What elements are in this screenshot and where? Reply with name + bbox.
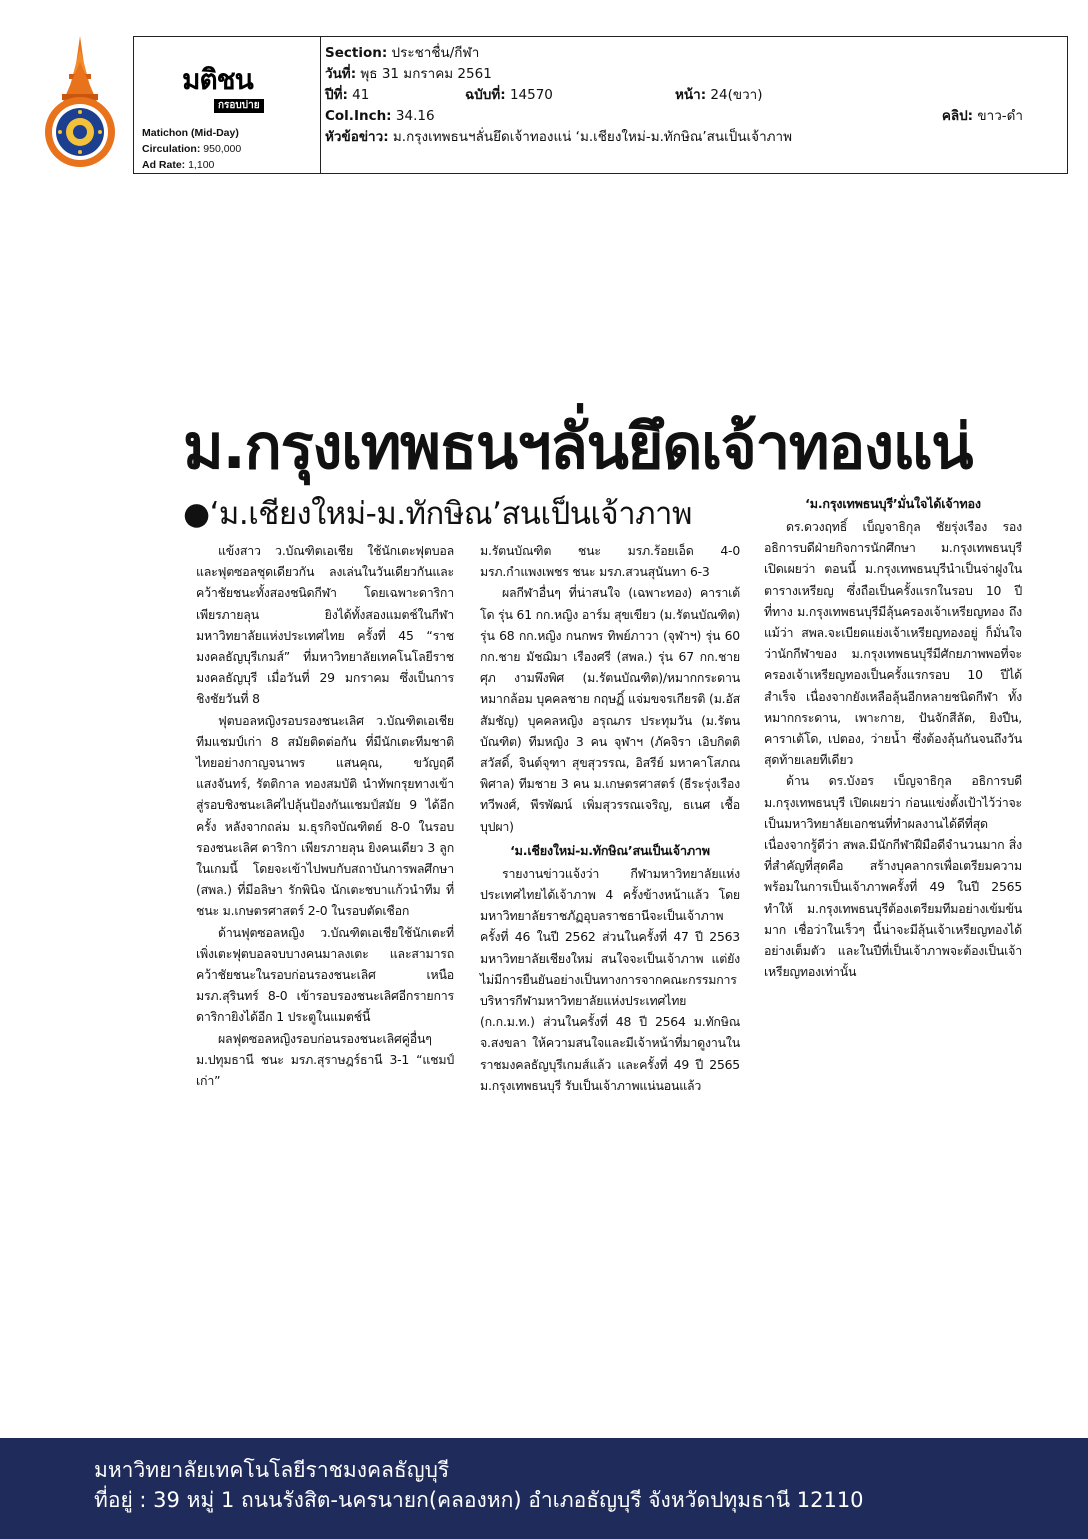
paragraph: ด้านฟุตซอลหญิง ว.บัณฑิตเอเชียใช้นักเตะที่เพิ่งเตะฟุตบอลจบบางคนมาลงเตะ และสามารถคว้าชัยชนะในรอบก่อนรองชนะเลิศ เหนือ มรภ.สุรินทร์ 8-0 เข้ารอบรองชนะเลิศอีกรายการ ดาริกายิงได้อีก 1 ประตูในแมตช์นี้ bbox=[196, 924, 454, 1025]
article-headline: ม.กรุงเทพธนฯลั่นยึดเจ้าทองแน่ bbox=[183, 410, 973, 483]
university-footer bbox=[0, 1438, 1088, 1539]
section-subhead: ‘ม.เชียงใหม่-ม.ทักษิณ’สนเป็นเจ้าภาพ bbox=[510, 842, 710, 858]
clipping-header bbox=[133, 36, 1068, 174]
issue-label: ฉบับที่: bbox=[465, 87, 506, 103]
page-value: 24(ขวา) bbox=[710, 87, 763, 103]
publication-brand bbox=[134, 37, 321, 173]
issue-value: 14570 bbox=[509, 87, 553, 103]
article-column-1 bbox=[196, 540, 454, 1091]
clip-label: คลิป: bbox=[941, 108, 974, 124]
publication-edition: กรอบบ่าย bbox=[214, 99, 264, 113]
article-column-3 bbox=[764, 490, 1022, 982]
circulation-label: Circulation: bbox=[142, 143, 201, 155]
footer-address: ที่อยู่ : 39 หมู่ 1 ถนนรังสิต-นครนายก(คลองหก) อำเภอธัญบุรี จังหวัดปทุมธานี 12110 bbox=[94, 1488, 864, 1512]
article-column-2 bbox=[480, 540, 740, 1096]
publication-name: Matichon (Mid-Day) bbox=[142, 127, 239, 139]
article-subhead: ●‘ม.เชียงใหม่-ม.ทักษิณ’สนเป็นเจ้าภาพ bbox=[183, 496, 692, 532]
year-value: 41 bbox=[352, 87, 370, 103]
paragraph: รายงานข่าวแจ้งว่า กีฬามหาวิทยาลัยแห่งประเทศไทยได้เจ้าภาพ 4 ครั้งข้างหน้าแล้ว โดยมหาวิทยาลัยราชภัฏอุบลราชธานีจะเป็นเจ้าภาพครั้งที่ 46 ในปี 2562 ส่วนในครั้งที่ 47 ปี 2563 มหาวิทยาลัยเชียงใหม่ สนใจจะเป็นเจ้าภาพ แต่ยังไม่มีการยืนยันอย่างเป็นทางการจากคณะกรรมการบริหารกีฬามหาวิทยาลัยแห่งประเทศไทย (ก.ก.ม.ท.) ส่วนในครั้งที่ 48 ปี 2564 ม.ทักษิณ จ.สงขลา ให้ความสนใจและมีเจ้าหน้าที่มาดูงานในราชมงคลธัญบุรีเกมส์แล้ว และครั้งที่ 49 ปี 2565 ม.กรุงเทพธนบุรี รับเป็นเจ้าภาพแน่นอนแล้ว bbox=[480, 865, 740, 1093]
colinch-value: 34.16 bbox=[395, 108, 435, 124]
section-subhead: ‘ม.กรุงเทพธนบุรี’มั่นใจได้เจ้าทอง bbox=[805, 496, 981, 511]
paragraph: ด้าน ดร.บังอร เบ็ญจาธิกุล อธิการบดี ม.กรุงเทพธนบุรี เปิดเผยว่า ก่อนแข่งตั้งเป้าไว้ว่าจะเป็นมหาวิทยาลัยเอกชนที่ทำผลงานได้ดีที่สุด เนื่องจากรู้ดีว่า สพล.มีนักกีฬาฝีมือดีจำนวนมาก สิ่งที่สำคัญที่สุดคือ สร้างบุคลากรเพื่อเตรียมความพร้อมในการเป็นเจ้าภาพครั้งที่ 49 ในปี 2565 ทำให้ ม.กรุงเทพธนบุรีต้องเตรียมทีมอย่างเข้มข้นมาก เชื่อว่าในเร็วๆ นี้น่าจะมีลุ้นเจ้าเหรียญทองได้อย่างเต็มตัว และในปีที่เป็นเจ้าภาพจะต้องเป็นเจ้าเหรียญทองเท่านั้น bbox=[764, 773, 1022, 980]
page-label: หน้า: bbox=[675, 87, 707, 103]
paragraph: ฟุตบอลหญิงรอบรองชนะเลิศ ว.บัณฑิตเอเชีย ทีมแชมป์เก่า 8 สมัยติดต่อกัน ที่มีนักเตะทีมชาติไทยอย่างกาญจนาพร แสนคุณ, ขวัญฤดี แสงจันทร์, รัตติกาล ทองสมบัติ นำทัพกรุยทางเข้าสู่รอบชิงชนะเลิศไปลุ้นป้องกันแชมป์สมัย 9 ได้อีกครั้ง หลังจากถล่ม ม.ธุรกิจบัณฑิตย์ 8-0 ในรอบรองชนะเลิศ ดาริกา เพียรภายลุน ยิงคนเดียว 3 ลูกในเกมนี้ โดยจะเข้าไปพบกับสถาบันการพลศึกษา (สพล.) ที่มีอลิษา รักพินิจ นักเตะชบาแก้วนำทีม ที่ชนะ ม.เกษตรศาสตร์ 2-0 ในรอบตัดเชือก bbox=[196, 712, 454, 919]
section-value: ประชาชื่น/กีฬา bbox=[391, 45, 480, 61]
clip-value: ขาว-ดำ bbox=[977, 108, 1023, 124]
ad-rate-label: Ad Rate: bbox=[142, 159, 186, 171]
publication-info bbox=[142, 125, 241, 173]
ad-rate-value: 1,100 bbox=[188, 159, 215, 171]
paragraph: ผลกีฬาอื่นๆ ที่น่าสนใจ (เฉพาะทอง) คาราเต้โด รุ่น 61 กก.หญิง อาร์ม สุขเขียว (ม.รัตนบัณฑิต) รุ่น 68 กก.หญิง กนกพร ทิพย์ภาวา (จุฬาฯ) รุ่น 60 กก.ชาย มัชฌิมา เรืองศรี (สพล.) รุ่น 67 กก.ชาย ศุภ งามพึงพิศ (ม.รัตนบัณฑิต)/หมากกระดานหมากล้อม บุคคลชาย กฤษฏิ์ แจ่มขจรเกียรติ (ม.อัสสัมชัญ) บุคคลหญิง อรุณภร ประทุมวัน (ม.รัตนบัณฑิต) ทีมหญิง 3 คน จุฬาฯ (ภัคจิรา เอิบกิตติสวัสดิ์, จินต์จุฑา สุขสุวรรณ, อิสรีย์ มหาคาโสภณพิศาล) ทีมชาย 3 คน ม.เกษตรศาสตร์ (ธีระรุ่งเรืองทวีพงศ์, พีรพัฒน์ เพิ่มสุวรรณเจริญ, ธเนศ เชื้อบุปผา) bbox=[480, 585, 740, 834]
paragraph: ดร.ดวงฤทธิ์ เบ็ญจาธิกุล ชัยรุ่งเรือง รองอธิการบดีฝ่ายกิจการนักศึกษา ม.กรุงเทพธนบุรี เปิดเผยว่า ตอนนี้ ม.กรุงเทพธนบุรีนำเป็นจ่าฝูงในตารางเหรียญ ซึ่งถือเป็นครั้งแรกในรอบ 10 ปีที่ทาง ม.กรุงเทพธนบุรีมีลุ้นครองเจ้าเหรียญทอง ถึงแม้ว่า สพล.จะเบียดแย่งเจ้าเหรียญทองอยู่ ก็มั่นใจว่านักกีฬาของ ม.กรุงเทพธนบุรีมีศักยภาพพอที่จะครองเจ้าเหรียญทองเป็นครั้งแรกรอบ 10 ปีได้สำเร็จ เนื่องจากยังเหลือลุ้นอีกหลายชนิดกีฬา ทั้งหมากกระดาน, เพาะกาย, ปันจักสีลัต, ยิงปืน, คาราเต้โด, เปตอง, ว่ายน้ำ ซึ่งต้องลุ้นกันจนถึงวันสุดท้ายเลยทีเดียว bbox=[764, 519, 1022, 768]
date-value: พุธ 31 มกราคม 2561 bbox=[360, 66, 492, 82]
paragraph: ม.รัตนบัณฑิต ชนะ มรภ.ร้อยเอ็ด 4-0 มรภ.กำแพงเพชร ชนะ มรภ.สวนสุนันทา 6-3 bbox=[480, 543, 740, 580]
year-label: ปีที่: bbox=[325, 87, 348, 103]
circulation-value: 950,000 bbox=[203, 143, 242, 155]
topic-label: หัวข้อข่าว: bbox=[325, 129, 389, 145]
date-label: วันที่: bbox=[325, 66, 357, 82]
emblem-spire bbox=[62, 36, 98, 104]
paragraph: แข้งสาว ว.บัณฑิตเอเชีย ใช้นักเตะฟุตบอลและฟุตซอลชุดเดียวกัน ลงเล่นในวันเดียวกันและคว้าชัยชนะทั้งสองชนิดกีฬา โดยเฉพาะดาริกา เพียรภายลุน ยิงได้ทั้งสองแมตช์ในกีฬามหาวิทยาลัยแห่งประเทศไทย ครั้งที่ 45 “ราชมงคลธัญบุรีเกมส์” ที่มหาวิทยาลัยเทคโนโลยีราชมงคลธัญบุรี เมื่อวันที่ 29 มกราคม ซึ่งเป็นการชิงชัยวันที่ 8 bbox=[196, 543, 454, 707]
publication-logo: มติชน bbox=[182, 63, 253, 96]
colinch-label: Col.Inch: bbox=[325, 108, 392, 124]
clipping-meta bbox=[325, 43, 1059, 148]
university-emblem bbox=[40, 34, 120, 168]
topic-value: ม.กรุงเทพธนฯลั่นยึดเจ้าทองแน่ ‘ม.เชียงใหม่-ม.ทักษิณ’สนเป็นเจ้าภาพ bbox=[392, 129, 793, 145]
section-label: Section: bbox=[325, 45, 388, 61]
paragraph: ผลฟุตซอลหญิงรอบก่อนรองชนะเลิศคู่อื่นๆ ม.ปทุมธานี ชนะ มรภ.สุราษฎร์ธานี 3-1 “แชมป์เก่า” bbox=[196, 1030, 454, 1089]
footer-university-name: มหาวิทยาลัยเทคโนโลยีราชมงคลธัญบุรี bbox=[94, 1458, 450, 1482]
